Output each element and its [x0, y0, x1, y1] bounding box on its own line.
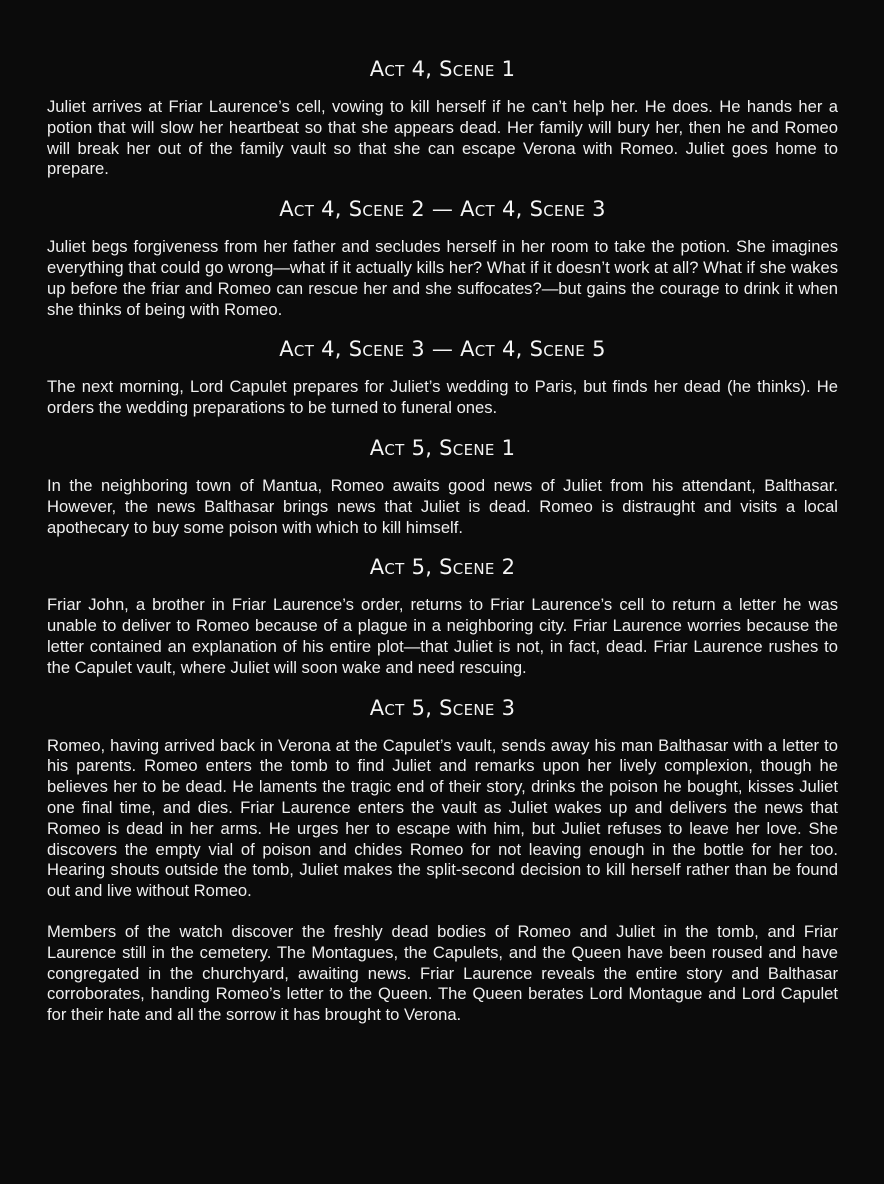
section-heading: Act 5, Scene 2 [369, 555, 516, 580]
section-act5-scene2 [47, 553, 838, 678]
section-paragraph: Friar John, a brother in Friar Laurence’s order, returns to Friar Laurence’s cell to return a letter he was unable to deliver to Romeo because of a plague in a neighboring city. Friar Laurence worries because the letter contained an explanation of his entire plot—that Juliet is not, in fact, dead. Friar Laurence rushes to the Capulet vault, where Juliet will soon wake and need rescuing. [47, 595, 838, 677]
section-paragraph: Romeo, having arrived back in Verona at the Capulet’s vault, sends away his man Balthasar with a letter to his parents. Romeo enters the tomb to find Juliet and remarks upon her lively complexion, though he believes her to be dead. He laments the tragic end of their story, drinks the poison he bought, kisses Juliet one final time, and dies. Friar Laurence enters the vault as Juliet wakes up and delivers the news that Romeo is dead in her arms. He urges her to escape with him, but Juliet refuses to leave her love. She discovers the empty vial of poison and chides Romeo for not leaving enough in the bottle for her too. Hearing shouts outside the tomb, Juliet makes the split-second decision to kill herself rather than be found out and live without Romeo. [47, 735, 838, 901]
section-act5-scene3 [47, 694, 838, 1026]
section-paragraph: Juliet begs forgiveness from her father and secludes herself in her room to take the potion. She imagines everything that could go wrong—what if it actually kills her? What if it doesn’t work at all? What if she wakes up before the friar and Romeo can rescue her and she suffocates?—but gains the courage to drink it when she thinks of being with Romeo. [47, 237, 838, 319]
section-heading: Act 5, Scene 3 [369, 695, 516, 720]
section-act5-scene1 [47, 434, 838, 538]
section-paragraph: Juliet arrives at Friar Laurence’s cell, vowing to kill herself if he can’t help her. He does. He hands her a potion that will slow her heartbeat so that she appears dead. Her family will bury her, then he and Romeo will break her out of the family vault so that she can escape Verona with Romeo. Juliet goes home to prepare. [47, 97, 838, 179]
section-paragraph: Members of the watch discover the freshly dead bodies of Romeo and Juliet in the tomb, and Friar Laurence still in the cemetery. The Montagues, the Capulets, and the Queen have been roused and have congregated in the churchyard, awaiting news. Friar Laurence reveals the entire story and Balthasar corroborates, handing Romeo’s letter to the Queen. The Queen berates Lord Montague and Lord Capulet for their hate and all the sorrow it has brought to Verona. [47, 921, 838, 1025]
section-act4-scene1 [47, 55, 838, 180]
section-heading: Act 4, Scene 3 — Act 4, Scene 5 [279, 337, 606, 362]
section-paragraph: In the neighboring town of Mantua, Romeo awaits good news of Juliet from his attendant, Balthasar. However, the news Balthasar brings news that Juliet is dead. Romeo is distraught and visits a local apothecary to buy some poison with which to kill himself. [47, 475, 838, 537]
section-act4-scene2-3 [47, 195, 838, 320]
section-act4-scene3-5 [47, 335, 838, 419]
section-heading: Act 4, Scene 2 — Act 4, Scene 3 [279, 197, 606, 222]
section-heading: Act 4, Scene 1 [369, 57, 516, 81]
section-heading: Act 5, Scene 1 [369, 435, 516, 460]
section-paragraph: The next morning, Lord Capulet prepares for Juliet’s wedding to Paris, but finds her dead (he thinks). He orders the wedding preparations to be turned to funeral ones. [47, 377, 838, 418]
